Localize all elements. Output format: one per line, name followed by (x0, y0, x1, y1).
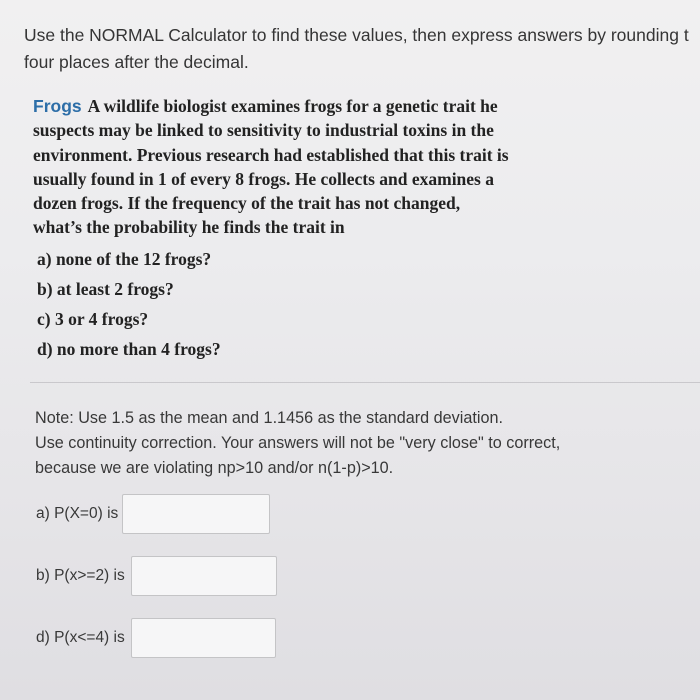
answer-a-input[interactable] (122, 494, 270, 534)
problem-heading: Frogs (33, 96, 82, 116)
question-d-row (36, 618, 276, 658)
instructions (24, 22, 694, 76)
section-divider (30, 382, 700, 383)
instructions-line-2: four places after the decimal. (24, 52, 249, 72)
note (35, 406, 685, 481)
problem-part-b: b) at least 2 frogs? (37, 278, 174, 299)
note-line-2: Use continuity correction. Your answers will not be "very close" to correct, (35, 434, 561, 452)
problem-line-1-text: A wildlife biologist examines frogs for a genetic trait he (87, 96, 498, 116)
question-b-row (36, 556, 277, 596)
problem-parts (33, 244, 593, 364)
note-line-3: because we are violating np>10 and/or n(1-p)>10. (35, 459, 394, 477)
problem-part-a: a) none of the 12 frogs? (37, 248, 212, 269)
question-d-label: d) P(x<=4) is (36, 629, 125, 646)
problem-part-d: d) no more than 4 frogs? (37, 338, 221, 359)
question-a-row (36, 494, 270, 534)
problem-line-6: what’s the probability he finds the trait in (33, 217, 345, 238)
answer-d-input[interactable] (131, 618, 276, 658)
problem-line-1 (33, 94, 593, 118)
problem-text (33, 94, 593, 364)
problem-line-3: environment. Previous research had established that this trait is (33, 144, 509, 165)
problem-line-2: suspects may be linked to sensitivity to industrial toxins in the (33, 120, 494, 141)
problem-line-5: dozen frogs. If the frequency of the trait has not changed, (33, 193, 461, 214)
problem-line-4: usually found in 1 of every 8 frogs. He collects and examines a (33, 168, 494, 189)
question-b-label: b) P(x>=2) is (36, 567, 125, 584)
note-line-1: Note: Use 1.5 as the mean and 1.1456 as the standard deviation. (35, 409, 503, 427)
instructions-line-1: Use the NORMAL Calculator to find these values, then express answers by rounding t (24, 25, 689, 45)
problem-part-c: c) 3 or 4 frogs? (37, 308, 149, 329)
answer-b-input[interactable] (131, 556, 277, 596)
question-a-label: a) P(X=0) is (36, 505, 119, 522)
